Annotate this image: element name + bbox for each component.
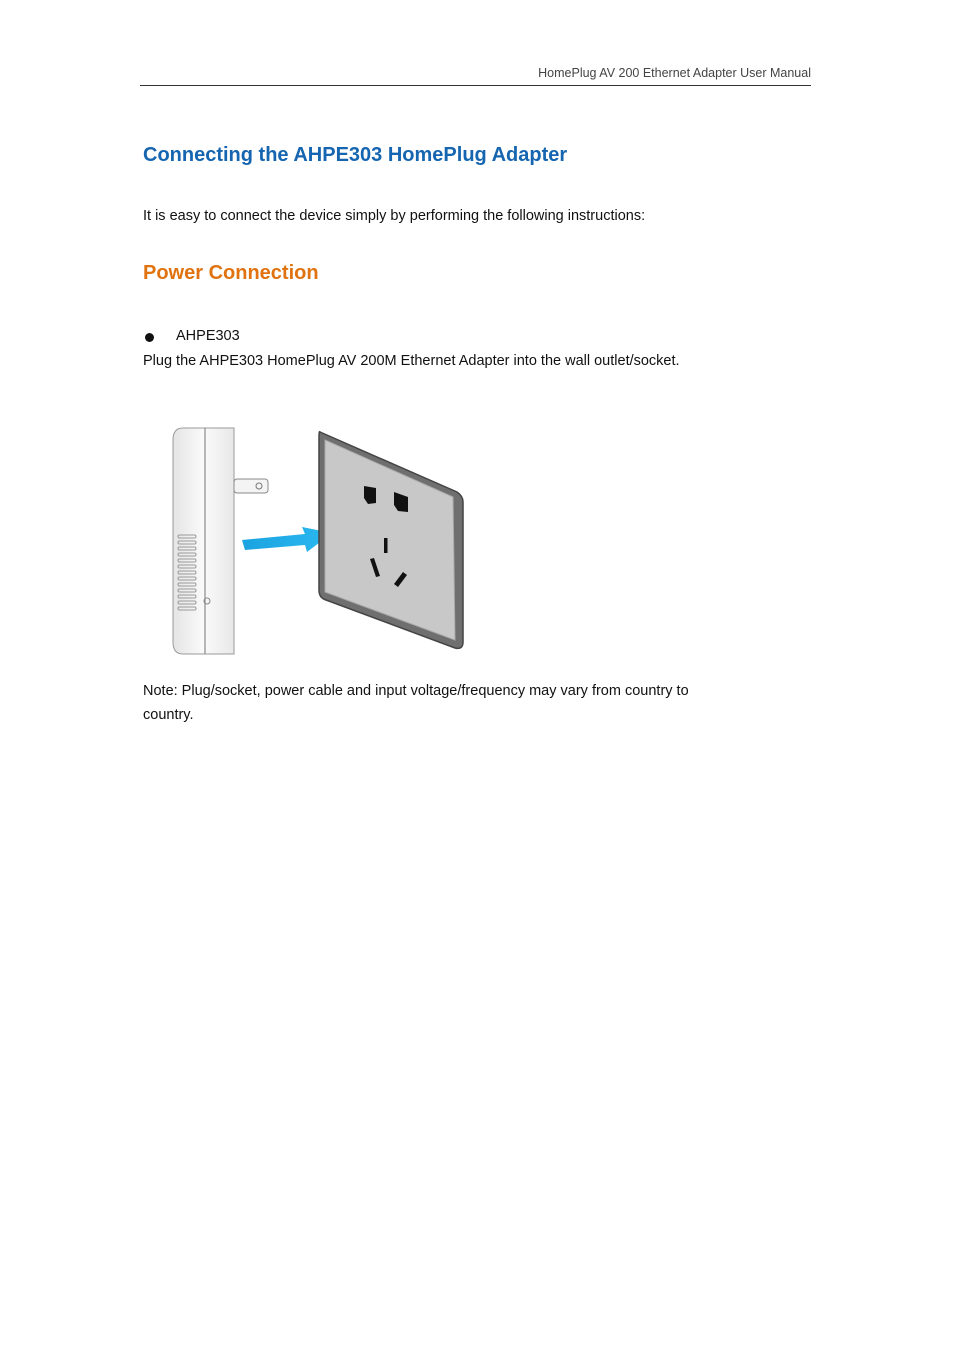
note-paragraph: Note: Plug/socket, power cable and input voltage/frequency may vary from country to country. [143, 683, 689, 723]
bullet-dot-icon [145, 333, 154, 342]
bullet-label: AHPE303 [176, 328, 240, 344]
instruction-paragraph: Plug the AHPE303 HomePlug AV 200M Ethernet Adapter into the wall outlet/socket. [143, 353, 680, 369]
running-header: HomePlug AV 200 Ethernet Adapter User Manual [538, 66, 811, 80]
section-heading: Connecting the AHPE303 HomePlug Adapter [143, 144, 568, 166]
adapter-plugging-into-wall-socket-illustration [165, 420, 475, 660]
header-rule [140, 85, 811, 86]
wall-socket-icon [319, 432, 463, 649]
subsection-heading: Power Connection [143, 262, 319, 284]
intro-paragraph: It is easy to connect the device simply by performing the following instructions: [143, 208, 646, 224]
